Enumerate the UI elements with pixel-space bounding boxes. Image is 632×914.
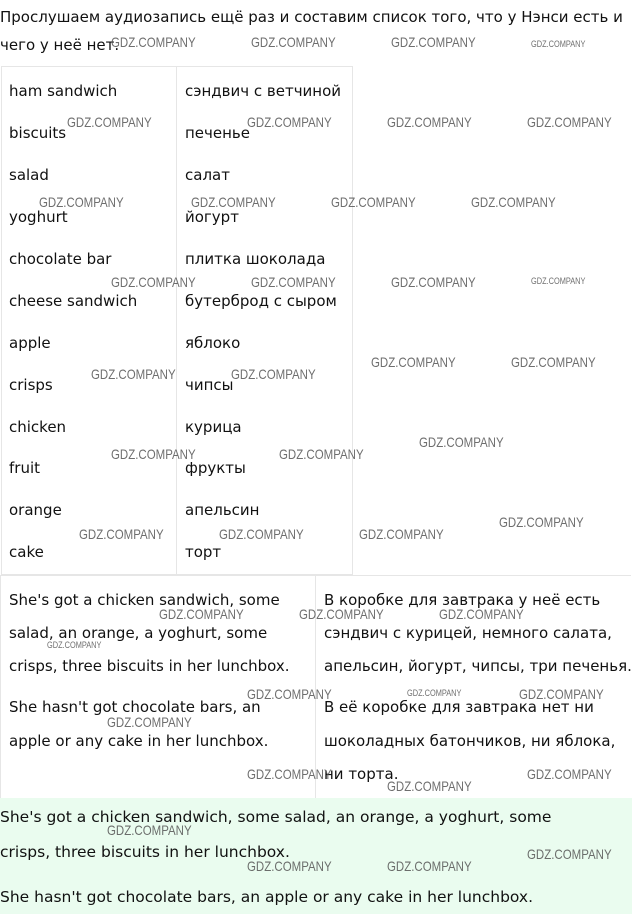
- ru-hasnt-line: В её коробке для завтрака нет ни: [324, 698, 594, 716]
- watermark: GDZ.COMPANY: [247, 114, 332, 130]
- word-ru: сэндвич с ветчиной: [185, 82, 342, 100]
- watermark: GDZ.COMPANY: [247, 766, 332, 782]
- watermark: GDZ.COMPANY: [111, 274, 196, 290]
- watermark: GDZ.COMPANY: [527, 114, 612, 130]
- watermark: GDZ.COMPANY: [419, 434, 504, 450]
- word-ru: чипсы: [185, 376, 234, 394]
- watermark: GDZ.COMPANY: [111, 446, 196, 462]
- english-column: [2, 67, 177, 574]
- word-en: apple: [9, 334, 51, 352]
- watermark: GDZ.COMPANY: [531, 276, 586, 286]
- en-has-line: salad, an orange, a yoghurt, some: [9, 624, 268, 642]
- watermark: GDZ.COMPANY: [471, 194, 556, 210]
- watermark: GDZ.COMPANY: [107, 822, 192, 838]
- word-en: cheese sandwich: [9, 292, 138, 310]
- word-ru: торт: [185, 543, 222, 561]
- word-en: orange: [9, 501, 62, 519]
- watermark: GDZ.COMPANY: [111, 34, 196, 50]
- watermark: GDZ.COMPANY: [247, 858, 332, 874]
- answer-line: She hasn't got chocolate bars, an apple or any cake in her lunchbox.: [0, 888, 534, 906]
- russian-column: [177, 67, 352, 574]
- watermark: GDZ.COMPANY: [219, 526, 304, 542]
- word-ru: фрукты: [185, 459, 246, 477]
- word-ru: печенье: [185, 124, 251, 142]
- watermark: GDZ.COMPANY: [107, 714, 192, 730]
- en-hasnt-line: apple or any cake in her lunchbox.: [9, 732, 269, 750]
- word-ru: курица: [185, 418, 242, 436]
- intro-line-1: Прослушаем аудиозапись ещё раз и составим список того, что у Нэнси есть и: [0, 8, 623, 26]
- word-en: ham sandwich: [9, 82, 118, 100]
- word-en: chocolate bar: [9, 250, 112, 268]
- watermark: GDZ.COMPANY: [387, 778, 472, 794]
- watermark: GDZ.COMPANY: [531, 39, 586, 49]
- watermark: GDZ.COMPANY: [387, 114, 472, 130]
- word-en: salad: [9, 166, 49, 184]
- intro-text: [0, 3, 628, 59]
- en-has-line: She's got a chicken sandwich, some: [9, 591, 280, 609]
- watermark: GDZ.COMPANY: [391, 274, 476, 290]
- watermark: GDZ.COMPANY: [251, 274, 336, 290]
- watermark: GDZ.COMPANY: [159, 606, 244, 622]
- word-en: crisps: [9, 376, 53, 394]
- watermark: GDZ.COMPANY: [527, 846, 612, 862]
- intro-line-2: чего у неё нет.: [0, 36, 120, 54]
- word-en: yoghurt: [9, 208, 68, 226]
- ru-has-line: сэндвич с курицей, немного салата,: [324, 624, 612, 642]
- word-ru: салат: [185, 166, 230, 184]
- watermark: GDZ.COMPANY: [191, 194, 276, 210]
- ru-hasnt-line: ни торта.: [324, 765, 399, 783]
- watermark: GDZ.COMPANY: [527, 766, 612, 782]
- watermark: GDZ.COMPANY: [359, 526, 444, 542]
- watermark: GDZ.COMPANY: [299, 606, 384, 622]
- en-hasnt-line: She hasn't got chocolate bars, an: [9, 698, 261, 716]
- watermark: GDZ.COMPANY: [279, 446, 364, 462]
- word-ru: апельсин: [185, 501, 260, 519]
- watermark: GDZ.COMPANY: [519, 686, 604, 702]
- answer-line: crisps, three biscuits in her lunchbox.: [0, 843, 290, 861]
- word-en: biscuits: [9, 124, 67, 142]
- answer-line: She's got a chicken sandwich, some salad, an orange, a yoghurt, some: [0, 808, 552, 826]
- watermark: GDZ.COMPANY: [251, 34, 336, 50]
- watermark: GDZ.COMPANY: [499, 514, 584, 530]
- watermark: GDZ.COMPANY: [407, 688, 462, 698]
- watermark: GDZ.COMPANY: [67, 114, 152, 130]
- ru-has-line: В коробке для завтрака у неё есть: [324, 591, 601, 609]
- ru-hasnt-line: шоколадных батончиков, ни яблока,: [324, 732, 616, 750]
- word-en: cake: [9, 543, 44, 561]
- word-ru: яблоко: [185, 334, 241, 352]
- watermark: GDZ.COMPANY: [231, 366, 316, 382]
- vocabulary-table: [1, 66, 353, 575]
- word-ru: плитка шоколада: [185, 250, 326, 268]
- watermark: GDZ.COMPANY: [511, 354, 596, 370]
- word-ru: йогурт: [185, 208, 239, 226]
- watermark: GDZ.COMPANY: [371, 354, 456, 370]
- watermark: GDZ.COMPANY: [247, 686, 332, 702]
- watermark: GDZ.COMPANY: [91, 366, 176, 382]
- watermark: GDZ.COMPANY: [39, 194, 124, 210]
- word-en: fruit: [9, 459, 41, 477]
- watermark: GDZ.COMPANY: [387, 858, 472, 874]
- word-en: chicken: [9, 418, 67, 436]
- ru-has-line: апельсин, йогурт, чипсы, три печенья.: [324, 657, 632, 675]
- en-has-line: crisps, three biscuits in her lunchbox.: [9, 657, 290, 675]
- watermark: GDZ.COMPANY: [79, 526, 164, 542]
- watermark: GDZ.COMPANY: [391, 34, 476, 50]
- watermark: GDZ.COMPANY: [47, 640, 102, 650]
- watermark: GDZ.COMPANY: [439, 606, 524, 622]
- watermark: GDZ.COMPANY: [331, 194, 416, 210]
- word-ru: бутерброд с сыром: [185, 292, 337, 310]
